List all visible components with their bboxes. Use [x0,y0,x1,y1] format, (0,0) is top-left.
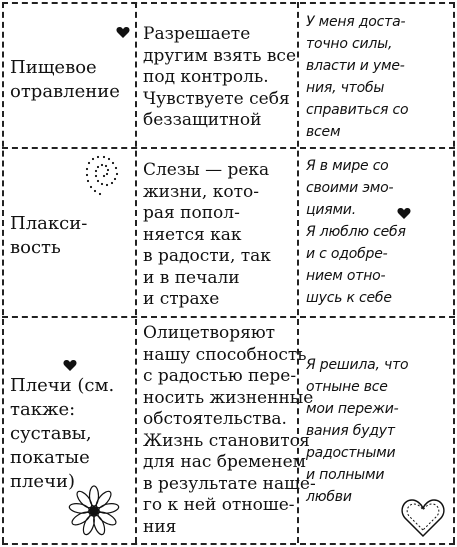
flower-icon [68,485,120,537]
row-divider [2,147,455,149]
row-1-meaning: Разрешаете другим взять все под контроль. Чувствуете себя беззащитной [143,24,296,130]
dotted-spiral-icon [82,150,126,200]
table-border-left [2,2,4,543]
heart-icon [116,26,130,39]
table-border-top [2,2,455,4]
row-3-affirmation: Я решила, что отныне все мои пережи- вания будут радостными и полными любви [306,357,409,505]
row-1-name: Пищевое отравление [10,57,120,102]
row-2-meaning: Слезы — река жизни, кото- рая попол- няется как в радости, так и в печали и страхе [143,160,271,309]
heart-icon [397,207,411,220]
column-divider [135,2,137,543]
row-2-affirmation: Я в мире со своими эмо- циями. Я люблю себя и с одобре- нием отно- шусь к себе [306,158,406,306]
table-border-right [453,2,455,543]
row-3-name: Плечи (см. также: суставы, покатые плечи) [10,375,115,492]
heart-icon [63,359,77,372]
row-1-affirmation: У меня доста- точно силы, власти и уме- ния, чтобы справиться со всем [306,14,409,140]
table-border-bottom [2,543,455,545]
row-divider [2,316,455,318]
row-3-meaning: Олицетворяют нашу способность с радостью пере- носить жизненные обстоятельства. Жизнь становится для нас бременем в результате наше- го к ней отноше- ния [143,323,316,537]
row-2-name: Плакси- вость [10,213,88,258]
double-heart-icon [399,496,447,540]
